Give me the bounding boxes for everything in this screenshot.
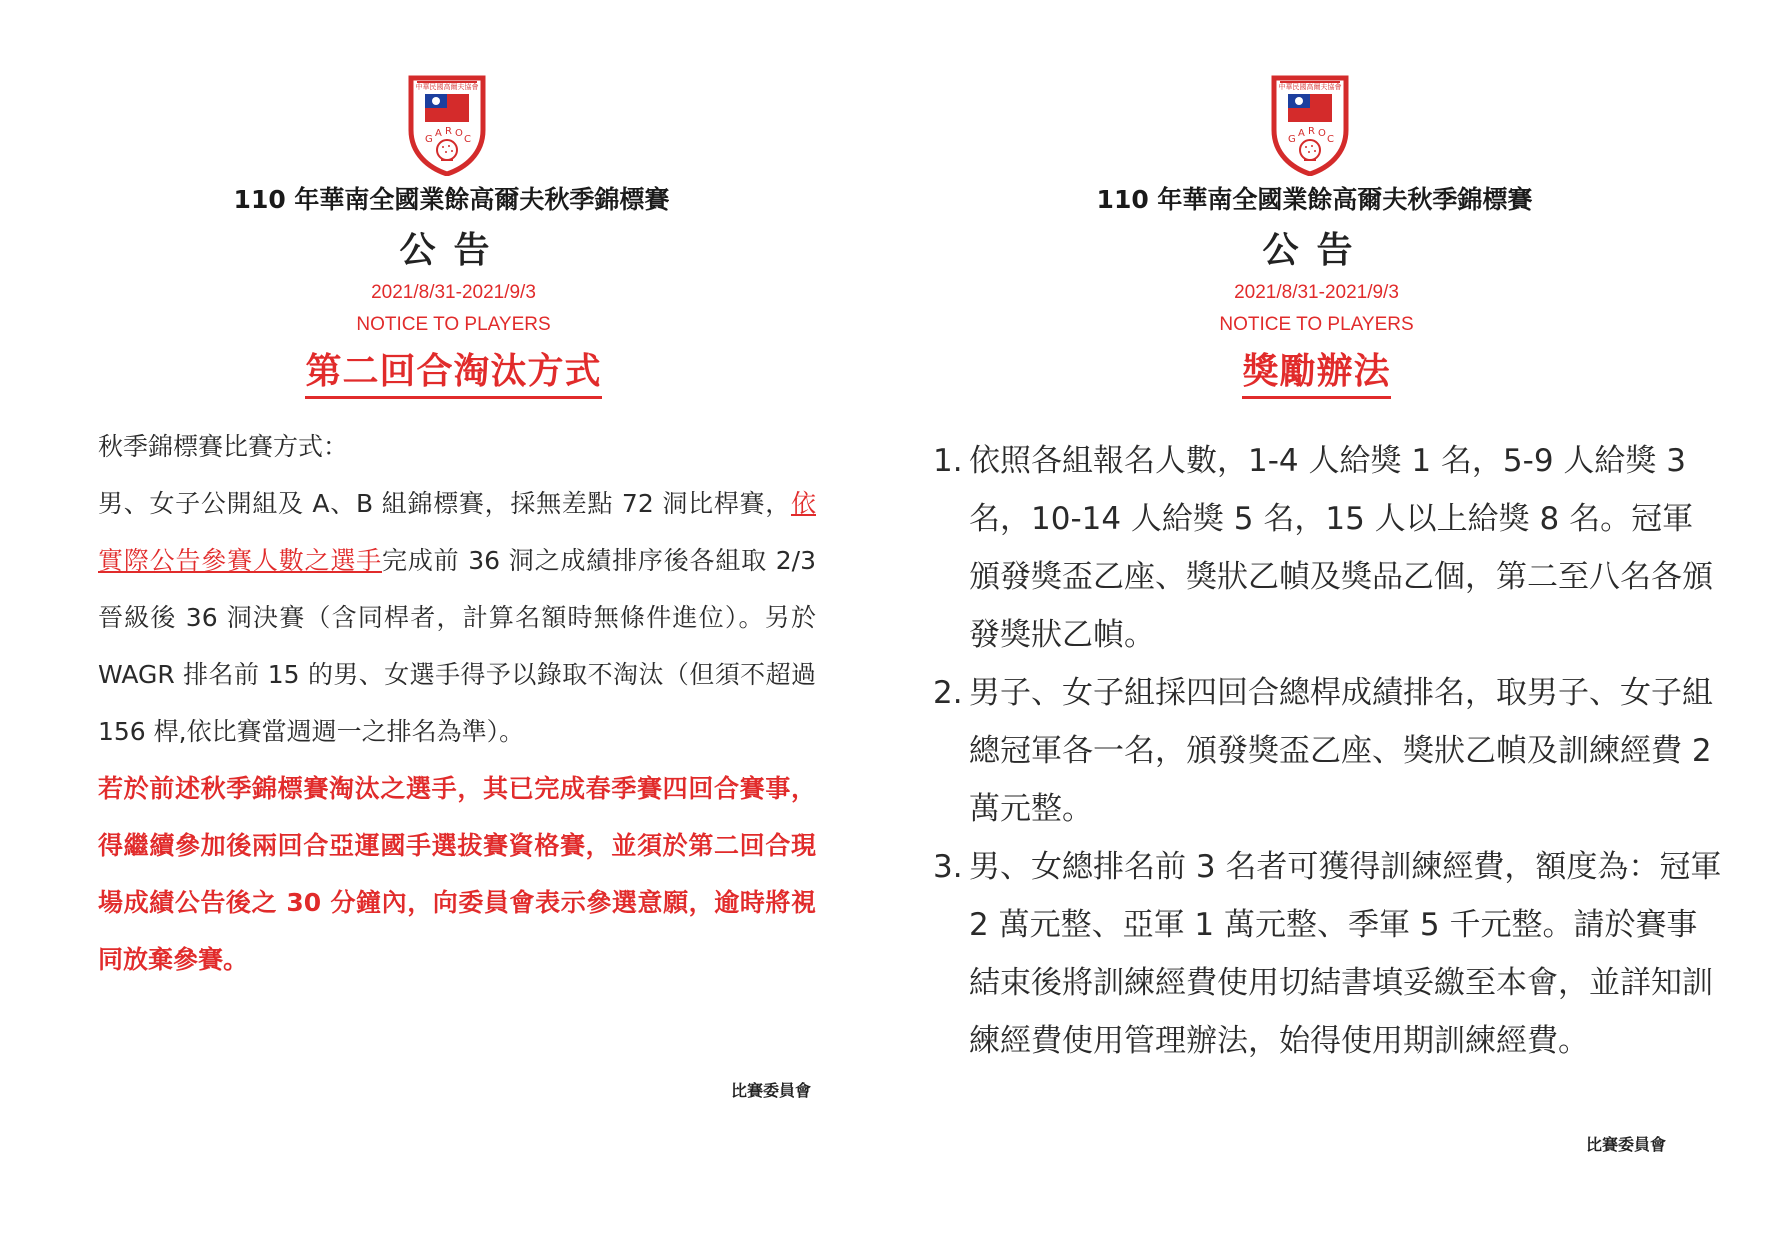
notice-body <box>98 418 816 988</box>
list-item: 2. 男子、女子組採四回合總桿成績排名，取男子、女子組總冠軍各一名，頒發獎盃乙座、獎狀乙幀及訓練經費 2 萬元整。 <box>933 675 1713 827</box>
highlight-text: 依實際公告參賽人數之選手 <box>98 489 816 575</box>
notice-to-players: NOTICE TO PLAYERS <box>356 314 551 335</box>
svg-text:C: C <box>464 134 471 145</box>
list-item: 3. 男、女總排名前 3 名者可獲得訓練經費，額度為：冠軍 2 萬元整、亞軍 1 萬元整、季軍 5 千元整。請於賽事結束後將訓練經費使用切結書填妥繳至本會，並詳知訓練經費使用管理辦法，始得使用期訓練經費。 <box>933 849 1722 1059</box>
svg-text:中華民國高爾夫協會: 中華民國高爾夫協會 <box>415 83 479 91</box>
format-paragraph: 男、女子公開組及 A、B 組錦標賽，採無差點 72 洞比桿賽，依實際公告參賽人數之選手完成前 36 洞之成績排序後各組取 2/3 晉級後 36 洞決賽（含同桿者，計算名額時無條件進位）。另於 WAGR 排名前 15 的男、女選手得予以錄取不淘汰（但須不超過 156 桿,依比賽當週週一之排名為準）。 <box>98 489 816 746</box>
committee-signature: 比賽委員會 <box>730 1081 811 1100</box>
notice-to-players: NOTICE TO PLAYERS <box>1219 314 1414 335</box>
svg-text:O: O <box>455 128 463 139</box>
garoc-emblem-logo <box>1266 72 1354 176</box>
tournament-name: 110 年華南全國業餘高爾夫秋季錦標賽 <box>233 185 670 214</box>
awards-list <box>933 432 1723 1070</box>
svg-text:G: G <box>1288 134 1296 145</box>
svg-text:中華民國高爾夫協會: 中華民國高爾夫協會 <box>1278 83 1342 91</box>
section-title: 獎勵辦法 <box>875 343 1758 399</box>
garoc-emblem-logo <box>403 72 491 176</box>
eliminated-players-paragraph: 若於前述秋季錦標賽淘汰之選手，其已完成春季賽四回合賽事，得繼續參加後兩回合亞運國手選拔賽資格賽，並須於第二回合現場成績公告後之 30 分鐘內，向委員會表示參選意願，逾時將視同放棄參賽。 <box>98 774 816 974</box>
right-notice-page <box>883 0 1766 1241</box>
svg-text:R: R <box>445 126 452 137</box>
svg-text:G: G <box>425 134 433 145</box>
svg-text:C: C <box>1327 134 1334 145</box>
notice-title: 公告 <box>399 230 508 271</box>
svg-text:R: R <box>1308 126 1315 137</box>
section-title: 第二回合淘汰方式 <box>12 343 895 399</box>
intro-line: 秋季錦標賽比賽方式： <box>98 432 349 461</box>
notice-title: 公告 <box>1262 230 1371 271</box>
list-item: 1. 依照各組報名人數，1-4 人給獎 1 名，5-9 人給獎 3 名，10-14 人給獎 5 名，15 人以上給獎 8 名。冠軍頒發獎盃乙座、獎狀乙幀及獎品乙個，第二至八名各頒發獎狀乙幀。 <box>933 443 1713 653</box>
committee-signature: 比賽委員會 <box>1585 1135 1666 1154</box>
tournament-name: 110 年華南全國業餘高爾夫秋季錦標賽 <box>1096 185 1533 214</box>
svg-text:A: A <box>435 128 442 139</box>
svg-text:A: A <box>1298 128 1305 139</box>
tournament-dates: 2021/8/31-2021/9/3 <box>371 282 536 303</box>
tournament-dates: 2021/8/31-2021/9/3 <box>1234 282 1399 303</box>
svg-text:O: O <box>1318 128 1326 139</box>
